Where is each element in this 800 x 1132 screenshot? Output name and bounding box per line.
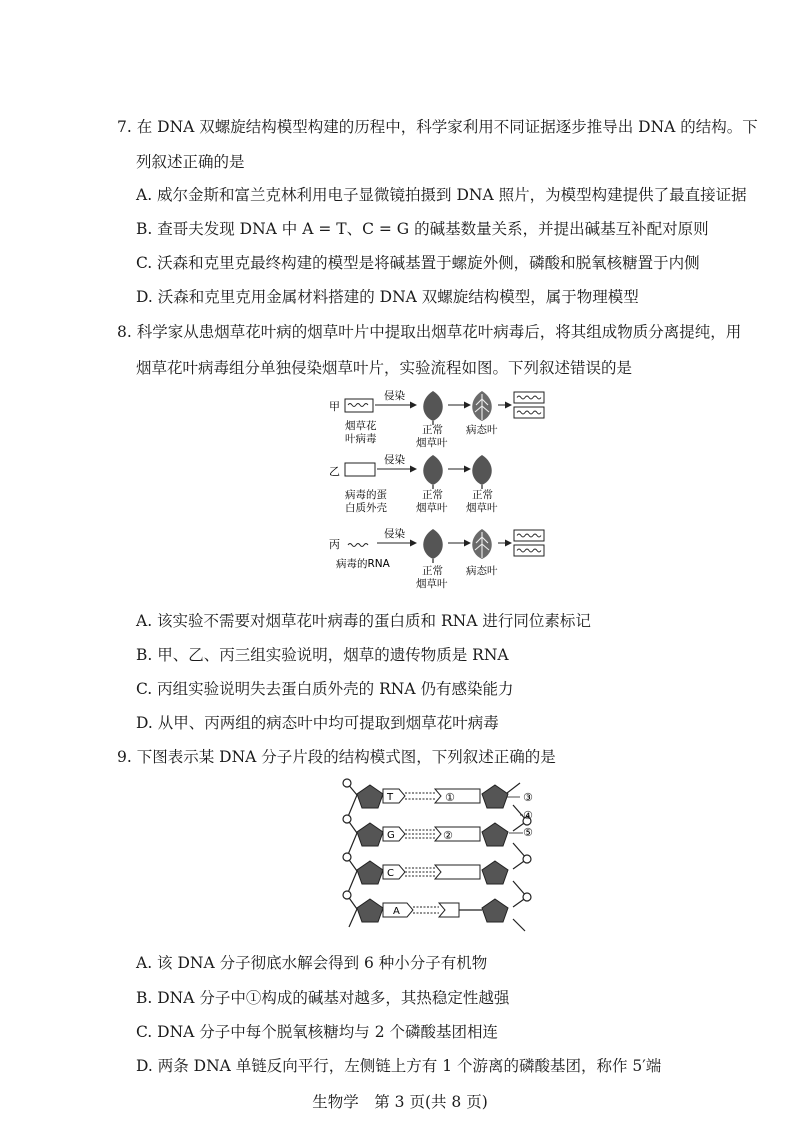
base-letter: A	[393, 906, 400, 917]
q8-option-d: D. 从甲、丙两组的病态叶中均可提取到烟草花叶病毒	[136, 714, 499, 732]
base-letter: T	[387, 792, 394, 803]
tmv-experiment-figure	[320, 385, 560, 590]
label-3: ③	[523, 791, 533, 804]
row1-mid-line2: 烟草叶	[416, 437, 448, 449]
normal-leaf-icon	[472, 455, 492, 485]
deoxyribose-pentagon	[482, 785, 508, 808]
phosphate-circle	[523, 893, 531, 901]
deoxyribose-pentagon	[482, 899, 508, 922]
deoxyribose-pentagon	[482, 861, 508, 884]
q8-stem-line2: 烟草花叶病毒组分单独侵染烟草叶片，实验流程如图。下列叙述错误的是	[136, 359, 633, 377]
base-pair-row-2	[383, 827, 480, 842]
base-letter: C	[387, 868, 394, 879]
q7-option-c: C. 沃森和克里克最终构建的模型是将碱基置于螺旋外侧，磷酸和脱氧核糖置于内侧	[136, 254, 700, 272]
normal-leaf-icon	[423, 455, 443, 485]
row1-mid-line1: 正常	[422, 424, 443, 436]
row1-source-line2: 叶病毒	[345, 433, 377, 445]
row3-output-label: 病态叶	[466, 565, 498, 577]
pair-label-2: ②	[443, 829, 453, 842]
q9-option-d: D. 两条 DNA 单链反向平行，左侧链上方有 1 个游离的磷酸基团，称作 5′端	[136, 1057, 662, 1075]
page-footer: 生物学 第 3 页(共 8 页)	[312, 1093, 488, 1111]
rna-wave-icon	[348, 544, 368, 547]
deoxyribose-pentagon	[357, 899, 383, 922]
phosphate-circle	[343, 853, 351, 861]
virus-rod-icon	[345, 399, 373, 412]
base-pair-row-3	[383, 865, 480, 879]
base-pair-row-4	[383, 903, 482, 917]
deoxyribose-pentagon	[357, 785, 383, 808]
infect-label: 侵染	[384, 454, 405, 466]
row2-mid-line1: 正常	[422, 489, 443, 501]
deoxyribose-pentagon	[357, 823, 383, 846]
dna-structure-figure	[335, 775, 550, 935]
row1-output-label: 病态叶	[466, 424, 498, 436]
phosphate-circle	[523, 855, 531, 863]
q7-stem-line1: 7. 在 DNA 双螺旋结构模型构建的历程中，科学家利用不同证据逐步推导出 DNA 的结构。下	[117, 118, 758, 136]
phosphate-circle	[343, 779, 351, 787]
base-letter: G	[387, 830, 395, 841]
row3-source-label: 病毒的RNA	[336, 558, 390, 570]
row2-output-line2: 烟草叶	[466, 502, 498, 514]
row1-source-line1: 烟草花	[345, 420, 377, 432]
q7-option-a: A. 威尔金斯和富兰克林利用电子显微镜拍摄到 DNA 照片，为模型构建提供了最直接证据	[136, 186, 747, 204]
label-5: ⑤	[523, 826, 533, 839]
row3-mid-line1: 正常	[422, 565, 443, 577]
row2-mid-line2: 烟草叶	[416, 502, 448, 514]
group-bing-label: 丙	[329, 538, 340, 551]
q9-stem: 9. 下图表示某 DNA 分子片段的结构模式图，下列叙述正确的是	[117, 748, 556, 766]
q9-option-a: A. 该 DNA 分子彻底水解会得到 6 种小分子有机物	[136, 954, 488, 972]
q8-option-c: C. 丙组实验说明失去蛋白质外壳的 RNA 仍有感染能力	[136, 680, 514, 698]
deoxyribose-pentagon	[357, 861, 383, 884]
rna-wave-icon	[348, 404, 368, 407]
pair-label-1: ①	[445, 791, 455, 804]
q8-stem-line1: 8. 科学家从患烟草花叶病的烟草叶片中提取出烟草花叶病毒后，将其组成物质分离提纯，用	[117, 323, 742, 341]
label-4: ④	[523, 809, 533, 822]
q7-stem-line2: 列叙述正确的是	[136, 153, 245, 171]
base-pair-row-1	[383, 789, 480, 804]
q8-option-a: A. 该实验不需要对烟草花叶病毒的蛋白质和 RNA 进行同位素标记	[136, 612, 591, 630]
normal-leaf-icon	[423, 391, 443, 421]
q7-option-d: D. 沃森和克里克用金属材料搭建的 DNA 双螺旋结构模型，属于物理模型	[136, 288, 639, 306]
protein-shell-icon	[345, 463, 375, 476]
group-jia-label: 甲	[329, 400, 340, 413]
infect-label: 侵染	[384, 390, 405, 402]
row2-source-line1: 病毒的蛋	[345, 489, 387, 501]
deoxyribose-pentagon	[482, 823, 508, 846]
infect-label: 侵染	[384, 528, 405, 540]
q8-option-b: B. 甲、乙、丙三组实验说明，烟草的遗传物质是 RNA	[136, 646, 509, 664]
row3-mid-line2: 烟草叶	[416, 578, 448, 590]
q9-option-b: B. DNA 分子中①构成的碱基对越多，其热稳定性越强	[136, 989, 510, 1007]
row2-output-line1: 正常	[472, 489, 493, 501]
row2-source-line2: 白质外壳	[345, 502, 387, 514]
group-yi-label: 乙	[329, 465, 340, 478]
phosphate-circle	[343, 815, 351, 823]
q9-option-c: C. DNA 分子中每个脱氧核糖均与 2 个磷酸基团相连	[136, 1023, 498, 1041]
q7-option-b: B. 查哥夫发现 DNA 中 A = T、C = G 的碱基数量关系，并提出碱基互补配对原则	[136, 220, 709, 238]
phosphate-circle	[343, 891, 351, 899]
normal-leaf-icon	[423, 529, 443, 559]
